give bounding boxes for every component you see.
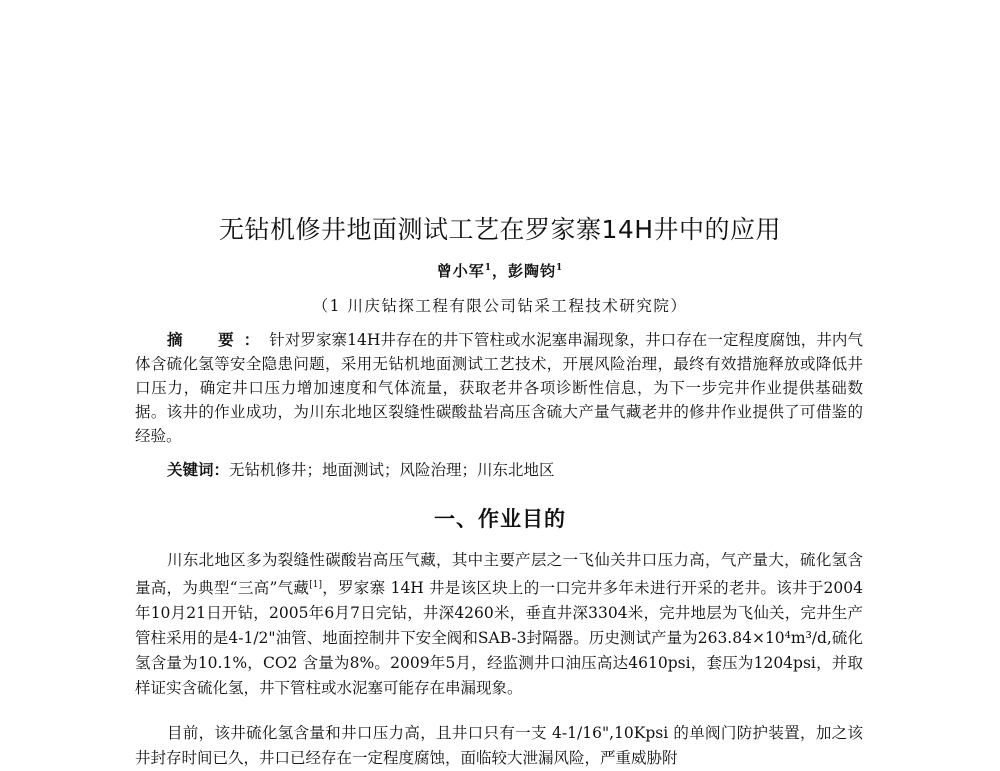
abstract-label: 摘 要： (167, 330, 270, 349)
author-line (0, 260, 1000, 281)
section-heading: 一、作业目的 (434, 507, 566, 531)
citation-ref: [1] (309, 580, 322, 590)
paper-title: 无钻机修井地面测试工艺在罗家寨14H井中的应用 (218, 215, 782, 244)
affiliation-marker: 1 (484, 263, 492, 273)
author-separator: ， (491, 262, 508, 280)
keywords-label: 关键词： (167, 460, 230, 479)
paragraph-text: ，罗家寨 14H 井是该区块上的一口完井多年未进行开采的老井。该井于2004年10月21日开钻，2005年6月7日完钻，井深4260米，垂直井深3304米，完井地层为飞仙关，完井生产管柱采用的是4-1/2"油管、地面控制井下安全阀和SAB-3封隔器。历史测试产量为263.84×10⁴m³/d,硫化氢含量为10.1%，CO2 含量为8%。2009年5月，经监测井口油压高达4610psi，套压为1204psi，并取样证实含硫化氢，井下管柱或水泥塞可能存在串漏现象。 (135, 579, 863, 698)
body-paragraph: 目前，该井硫化氢含量和井口压力高，且井口只有一支 4-1/16",10Kpsi 的单阀门防护装置，加之该井封存时间已久，井口已经存在一定程度腐蚀，面临较大泄漏风险，严重威胁附 (135, 724, 863, 767)
abstract-text: 针对罗家寨14H井存在的井下管柱或水泥塞串漏现象，井口存在一定程度腐蚀，井内气体含硫化氢等安全隐患问题，采用无钻机地面测试工艺技术，开展风险治理，最终有效措施释放或降低井口压力，确定井口压力增加速度和气体流量，获取老井各项诊断性信息，为下一步完井作业提供基础数据。该井的作业成功，为川东北地区裂缝性碳酸盐岩高压含硫大产量气藏老井的修井作业提供了可借鉴的经验。 (135, 331, 863, 445)
abstract (135, 328, 863, 448)
keywords-text: 无钻机修井；地面测试；风险治理；川东北地区 (229, 461, 555, 479)
author-name: 曾小军 (436, 262, 485, 280)
affiliation-marker: 1 (556, 263, 564, 273)
author-name: 彭陶钧 (508, 262, 557, 280)
paragraph-text: 川东北地区多为裂缝性碳酸岩高压气藏，其中主要产层之一飞仙关井口压力高，气产量大，硫化氢含量高，为典型“三高”气藏 (135, 551, 863, 598)
keywords (135, 458, 863, 482)
body-paragraph (135, 548, 863, 701)
affiliation: （1 川庆钻探工程有限公司钻采工程技术研究院） (312, 297, 688, 315)
